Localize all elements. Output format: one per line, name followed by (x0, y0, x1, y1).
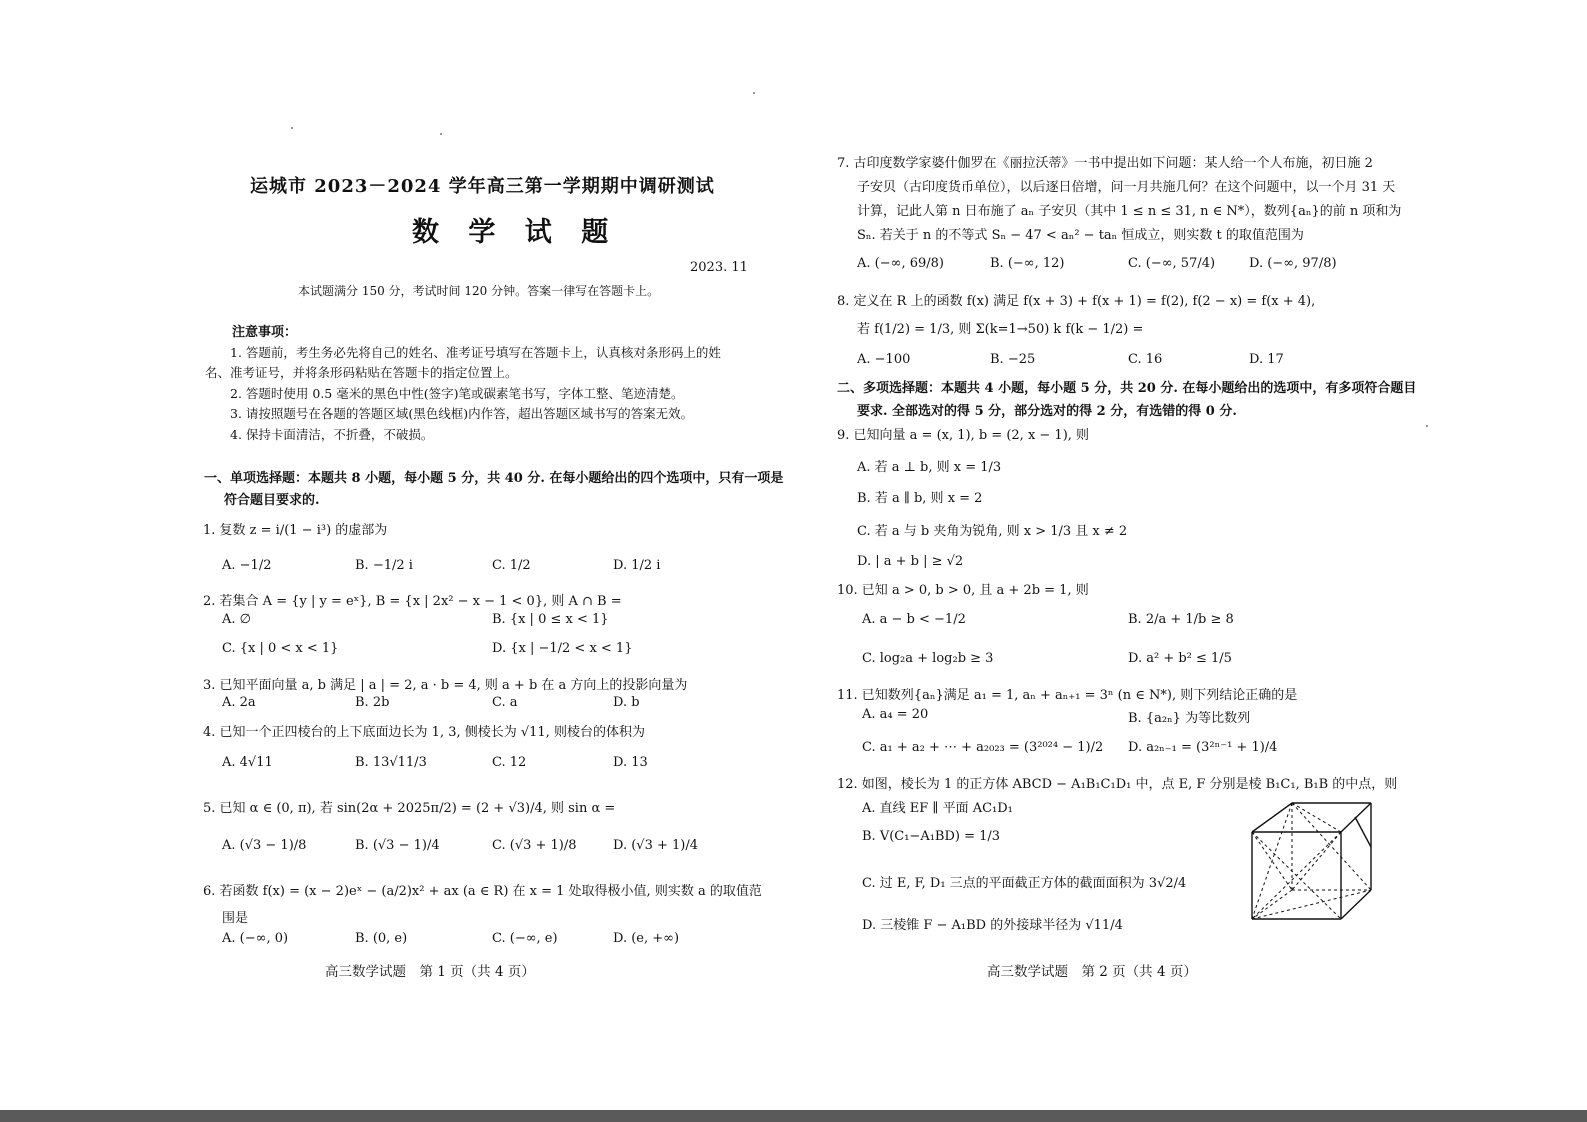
q3-option-c: C. a (492, 695, 518, 710)
q10-stem: 10. 已知 a > 0, b > 0, 且 a + 2b = 1, 则 (837, 583, 1089, 598)
q2-option-a: A. ∅ (222, 612, 251, 627)
q12-option-b: B. V(C₁−A₁BD) = 1/3 (862, 829, 1001, 844)
q6-option-b: B. (0, e) (355, 931, 408, 946)
cube-figure (1235, 792, 1395, 937)
q1-option-a: A. −1/2 (222, 558, 272, 573)
q11-option-b: B. {a₂ₙ} 为等比数列 (1128, 711, 1251, 726)
q9-option-d: D. | a + b | ≥ √2 (857, 554, 964, 569)
q10-option-a: A. a − b < −1/2 (862, 612, 966, 627)
section1-heading-cont: 符合题目要求的. (224, 493, 320, 508)
q7-line: 子安贝（古印度货币单位），以后逐日倍增，问一月共施几何？在这个问题中，以一个月 31 天 (857, 180, 1396, 195)
q9-stem: 9. 已知向量 a = (x, 1), b = (2, x − 1), 则 (837, 428, 1090, 443)
scan-edge (0, 1110, 1587, 1122)
q9-option-a: A. 若 a ⊥ b, 则 x = 1/3 (857, 460, 1002, 475)
q5-option-a: A. (√3 − 1)/8 (222, 838, 307, 853)
q6-stem: 6. 若函数 f(x) = (x − 2)eˣ − (a/2)x² + ax (a ∈ R) 在 x = 1 处取得极小值, 则实数 a 的取值范 (203, 884, 762, 899)
q6-option-d: D. (e, +∞) (613, 931, 680, 946)
q8-option-b: B. −25 (990, 352, 1036, 367)
q12-option-a: A. 直线 EF ∥ 平面 AC₁D₁ (862, 801, 1013, 816)
q4-stem: 4. 已知一个正四棱台的上下底面边长为 1, 3, 侧棱长为 √11, 则棱台的体积为 (203, 725, 645, 740)
q5-stem: 5. 已知 α ∈ (0, π), 若 sin(2α + 2025π/2) = (2 + √3)/4, 则 sin α = (203, 801, 616, 816)
q2-option-c: C. {x | 0 < x < 1} (222, 641, 339, 656)
q3-stem: 3. 已知平面向量 a, b 满足 | a | = 2, a · b = 4, 则 a + b 在 a 方向上的投影向量为 (203, 678, 688, 693)
q8-stem-cont: 若 f(1/2) = 1/3, 则 Σ(k=1→50) k f(k − 1/2) = (857, 322, 1144, 337)
q7-option-c: C. (−∞, 57/4) (1128, 256, 1216, 271)
q11-option-c: C. a₁ + a₂ + ⋯ + a₂₀₂₃ = (3²⁰²⁴ − 1)/2 (862, 740, 1104, 755)
note-line: 2. 答题时使用 0.5 毫米的黑色中性(签字)笔或碳素笔书写，字体工整、笔迹清楚。 (230, 386, 684, 401)
q5-option-b: B. (√3 − 1)/4 (355, 838, 440, 853)
exam-intro: 本试题满分 150 分，考试时间 120 分钟。答案一律写在答题卡上。 (298, 284, 660, 298)
notes-title: 注意事项： (232, 325, 298, 340)
q4-option-b: B. 13√11/3 (355, 755, 427, 770)
q12-option-d: D. 三棱锥 F − A₁BD 的外接球半径为 √11/4 (862, 918, 1123, 933)
q3-option-a: A. 2a (222, 695, 256, 710)
q4-option-d: D. 13 (613, 755, 648, 770)
q5-option-d: D. (√3 + 1)/4 (613, 838, 699, 853)
q3-option-b: B. 2b (355, 695, 390, 710)
q10-option-d: D. a² + b² ≤ 1/5 (1128, 651, 1232, 666)
q7-line: 7. 古印度数学家婆什伽罗在《丽拉沃蒂》一书中提出如下问题：某人给一个人布施，初日施 2 (837, 156, 1373, 171)
q7-option-d: D. (−∞, 97/8) (1249, 256, 1337, 271)
q1-option-c: C. 1/2 (492, 558, 531, 573)
note-line: 4. 保持卡面清洁，不折叠，不破损。 (230, 427, 434, 442)
q11-stem: 11. 已知数列{aₙ}满足 a₁ = 1, aₙ + aₙ₊₁ = 3ⁿ (n ∈ N*), 则下列结论正确的是 (837, 688, 1298, 703)
q4-option-a: A. 4√11 (222, 755, 273, 770)
q8-stem: 8. 定义在 R 上的函数 f(x) 满足 f(x + 3) + f(x + 1) = f(2), f(2 − x) = f(x + 4), (837, 294, 1316, 309)
q1-option-b: B. −1/2 i (355, 558, 413, 573)
exam-title: 运城市 2023－2024 学年高三第一学期期中调研测试 (250, 176, 715, 197)
q11-option-d: D. a₂ₙ₋₁ = (3²ⁿ⁻¹ + 1)/4 (1128, 740, 1278, 755)
exam-date: 2023. 11 (690, 260, 748, 275)
q6-option-c: C. (−∞, e) (492, 931, 558, 946)
q7-line: Sₙ. 若关于 n 的不等式 Sₙ − 47 < aₙ² − taₙ 恒成立，则实数 t 的取值范围为 (857, 228, 1304, 243)
q1-option-d: D. 1/2 i (613, 558, 661, 573)
q2-option-d: D. {x | −1/2 < x < 1} (492, 641, 633, 656)
section1-heading: 一、单项选择题：本题共 8 小题，每小题 5 分，共 40 分. 在每小题给出的四个选项中，只有一项是 (204, 471, 784, 486)
q10-option-b: B. 2/a + 1/b ≥ 8 (1128, 612, 1234, 627)
q3-option-d: D. b (613, 695, 640, 710)
q8-option-c: C. 16 (1128, 352, 1163, 367)
q7-option-a: A. (−∞, 69/8) (857, 256, 944, 271)
q10-option-c: C. log₂a + log₂b ≥ 3 (862, 651, 994, 666)
q2-option-b: B. {x | 0 ≤ x < 1} (492, 612, 609, 627)
q4-option-c: C. 12 (492, 755, 527, 770)
q5-option-c: C. (√3 + 1)/8 (492, 838, 577, 853)
q7-option-b: B. (−∞, 12) (990, 256, 1065, 271)
q8-option-a: A. −100 (857, 352, 911, 367)
section2-heading: 二、多项选择题：本题共 4 小题，每小题 5 分，共 20 分. 在每小题给出的选项中，有多项符合题目 (837, 381, 1417, 396)
q2-stem: 2. 若集合 A = {y | y = eˣ}, B = {x | 2x² − x − 1 < 0}, 则 A ∩ B = (203, 594, 622, 609)
subject-title: 数 学 试 题 (412, 217, 619, 248)
q1-stem: 1. 复数 z = i/(1 − i³) 的虚部为 (203, 523, 388, 538)
section2-heading-cont: 要求. 全部选对的得 5 分，部分选对的得 2 分，有选错的得 0 分. (857, 404, 1237, 419)
q12-option-c: C. 过 E, F, D₁ 三点的平面截正方体的截面面积为 3√2/4 (862, 876, 1187, 891)
right-page-footer: 高三数学试题 第 2 页（共 4 页） (987, 964, 1197, 980)
q12-stem: 12. 如图，棱长为 1 的正方体 ABCD − A₁B₁C₁D₁ 中，点 E, F 分别是棱 B₁C₁, B₁B 的中点，则 (837, 777, 1398, 792)
q7-line: 计算，记此人第 n 日布施了 aₙ 子安贝（其中 1 ≤ n ≤ 31, n ∈ N*），数列{aₙ}的前 n 项和为 (857, 204, 1402, 219)
left-page-footer: 高三数学试题 第 1 页（共 4 页） (325, 964, 535, 980)
note-line: 1. 答题前，考生务必先将自己的姓名、准考证号填写在答题卡上，认真核对条形码上的姓 (230, 345, 721, 360)
q6-stem-cont: 围是 (222, 911, 249, 926)
q9-option-b: B. 若 a ∥ b, 则 x = 2 (857, 491, 983, 506)
q11-option-a: A. a₄ = 20 (862, 707, 929, 722)
q6-option-a: A. (−∞, 0) (222, 931, 289, 946)
q8-option-d: D. 17 (1249, 352, 1284, 367)
q9-option-c: C. 若 a 与 b 夹角为锐角, 则 x > 1/3 且 x ≠ 2 (857, 524, 1128, 539)
note-line: 名、准考证号，并将条形码粘贴在答题卡的指定位置上。 (205, 365, 518, 380)
note-line: 3. 请按照题号在各题的答题区域(黑色线框)内作答，超出答题区域书写的答案无效。 (230, 406, 694, 421)
